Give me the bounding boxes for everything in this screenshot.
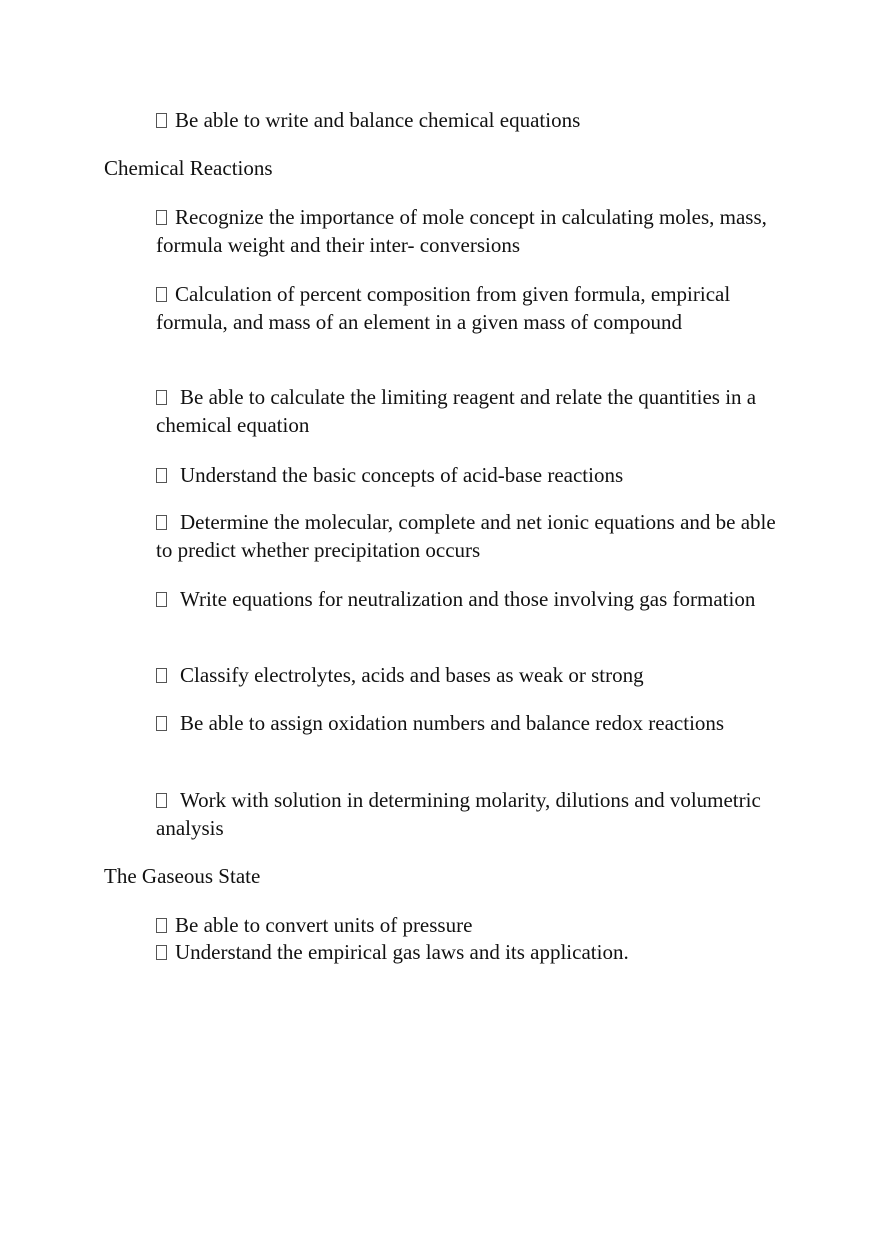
- list-item-text: Classify electrolytes, acids and bases as weak or strong: [180, 663, 644, 687]
- bullet-box-icon: [156, 918, 167, 933]
- list-item-text: Determine the molecular, complete and net ionic equations and be able to predict whether precipitation occurs: [156, 510, 776, 562]
- list-item-text: Be able to write and balance chemical equations: [175, 108, 581, 132]
- list-item-text: Be able to calculate the limiting reagent and relate the quantities in a chemical equation: [156, 385, 757, 437]
- bullet-box-icon: [156, 515, 167, 530]
- list-item: [156, 106, 796, 134]
- list-item-text: Work with solution in determining molarity, dilutions and volumetric analysis: [156, 788, 761, 840]
- bullet-box-icon: [156, 210, 167, 225]
- list-item-text: Calculation of percent composition from given formula, empirical formula, and mass of an element in a given mass of compound: [156, 282, 731, 334]
- list-item-text: Write equations for neutralization and those involving gas formation: [180, 587, 756, 611]
- section-heading: Chemical Reactions: [104, 156, 273, 180]
- list-item: [156, 508, 796, 564]
- bullet-box-icon: [156, 113, 167, 128]
- bullet-box-icon: [156, 716, 167, 731]
- list-item: [156, 911, 796, 939]
- list-item: [156, 938, 796, 966]
- bullet-box-icon: [156, 468, 167, 483]
- bullet-box-icon: [156, 287, 167, 302]
- section-heading: The Gaseous State: [104, 864, 261, 888]
- list-item: [156, 461, 796, 489]
- bullet-box-icon: [156, 592, 167, 607]
- bullet-box-icon: [156, 793, 167, 808]
- list-item: [156, 280, 796, 336]
- list-item: [156, 709, 796, 737]
- list-item-text: Understand the empirical gas laws and its application.: [175, 940, 629, 964]
- list-item-text: Recognize the importance of mole concept in calculating moles, mass, formula weight and their inter- conversions: [156, 205, 767, 257]
- list-item-text: Understand the basic concepts of acid-base reactions: [180, 463, 624, 487]
- list-item: [156, 203, 796, 259]
- list-item-text: Be able to convert units of pressure: [175, 913, 473, 937]
- list-item: [156, 383, 796, 439]
- list-item: [156, 585, 796, 613]
- bullet-box-icon: [156, 668, 167, 683]
- bullet-box-icon: [156, 390, 167, 405]
- bullet-box-icon: [156, 945, 167, 960]
- list-item: [156, 661, 796, 689]
- list-item-text: Be able to assign oxidation numbers and balance redox reactions: [180, 711, 725, 735]
- list-item: [156, 786, 796, 842]
